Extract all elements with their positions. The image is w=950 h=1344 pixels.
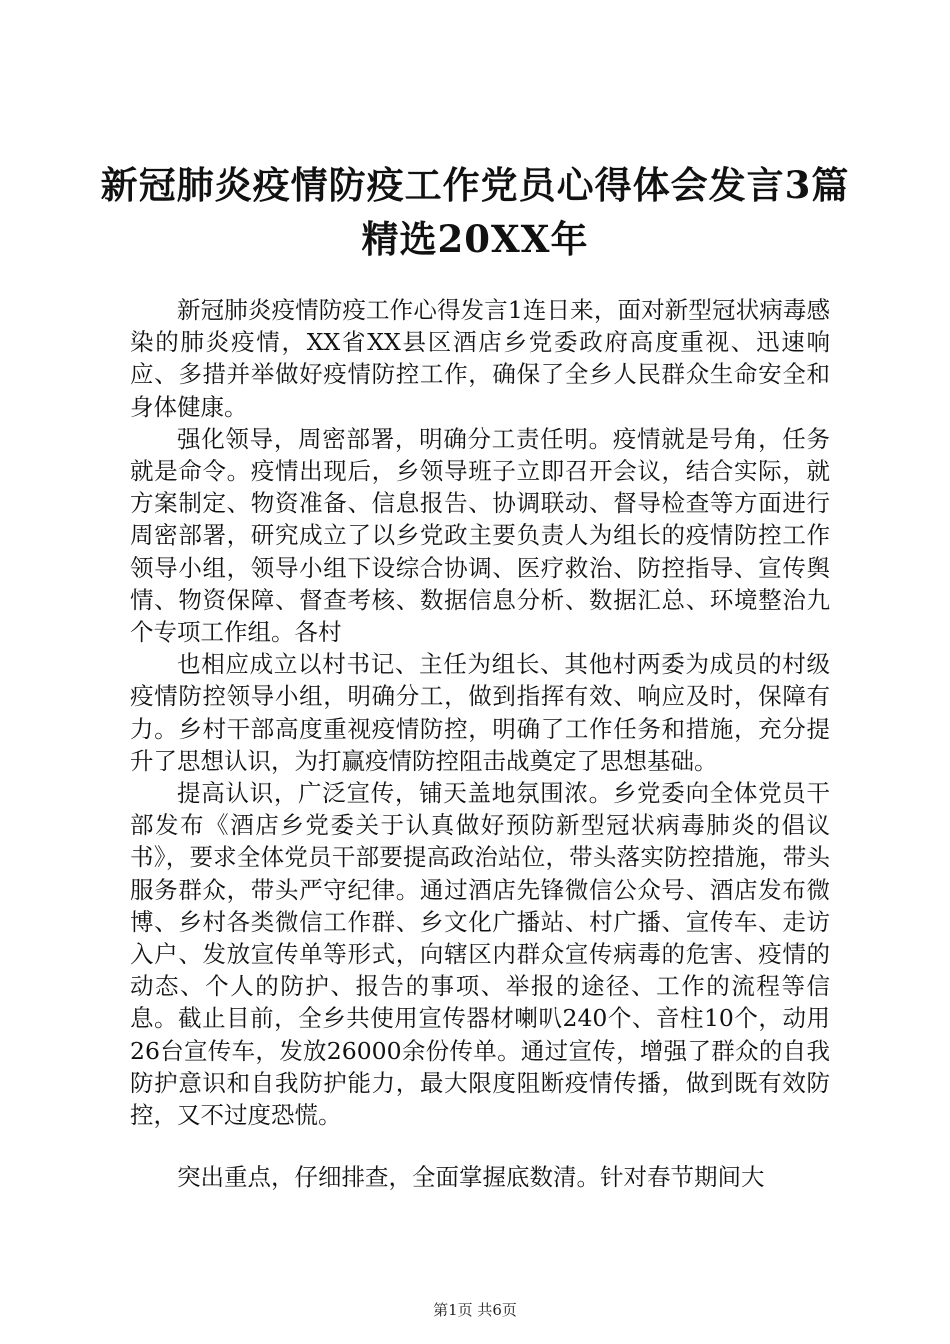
title-line-1: 新冠肺炎疫情防疫工作党员心得体会发言3篇 bbox=[100, 163, 850, 207]
paragraph-4: 提高认识，广泛宣传，铺天盖地氛围浓。乡党委向全体党员干部发布《酒店乡党委关于认真做好预防新型冠状病毒肺炎的倡议书》，要求全体党员干部要提高政治站位，带头落实防控措施，带头服务群众，带头严守纪律。通过酒店先锋微信公众号、酒店发布微博、乡村各类微信工作群、乡文化广播站、村广播、宣传车、走访入户、发放宣传单等形式，向辖区内群众宣传病毒的危害、疫情的动态、个人的防护、报告的事项、举报的途径、工作的流程等信息。截止目前，全乡共使用宣传器材喇叭240个、音柱10个，动用26台宣传车，发放26000余份传单。通过宣传，增强了群众的自我防护意识和自我防护能力，最大限度阻断疫情传播，做到既有效防控，又不过度恐慌。 bbox=[130, 779, 830, 1130]
paragraph-2: 强化领导，周密部署，明确分工责任明。疫情就是号角，任务就是命令。疫情出现后，乡领导班子立即召开会议，结合实际，就方案制定、物资准备、信息报告、协调联动、督导检查等方面进行周密部署，研究成立了以乡党政主要负责人为组长的疫情防控工作领导小组，领导小组下设综合协调、医疗救治、防控指导、宣传舆情、物资保障、督查考核、数据信息分析、数据汇总、环境整治九个专项工作组。各村 bbox=[130, 424, 830, 647]
document-title bbox=[100, 158, 850, 266]
paragraph-1: 新冠肺炎疫情防疫工作心得发言1连日来，面对新型冠状病毒感染的肺炎疫情，XX省XX县区酒店乡党委政府高度重视、迅速响应、多措并举做好疫情防控工作，确保了全乡人民群众生命安全和身体健康。 bbox=[130, 296, 830, 421]
page-number-footer: 第1页 共6页 bbox=[433, 1301, 517, 1319]
paragraph-5: 突出重点，仔细排查，全面掌握底数清。针对春节期间大 bbox=[177, 1163, 765, 1192]
title-line-2: 精选20XX年 bbox=[361, 217, 589, 261]
document-body bbox=[130, 294, 830, 1193]
paragraph-3: 也相应成立以村书记、主任为组长、其他村两委为成员的村级疫情防控领导小组，明确分工，做到指挥有效、响应及时，保障有力。乡村干部高度重视疫情防控，明确了工作任务和措施，充分提升了思想认识，为打赢疫情防控阻击战奠定了思想基础。 bbox=[130, 650, 830, 775]
